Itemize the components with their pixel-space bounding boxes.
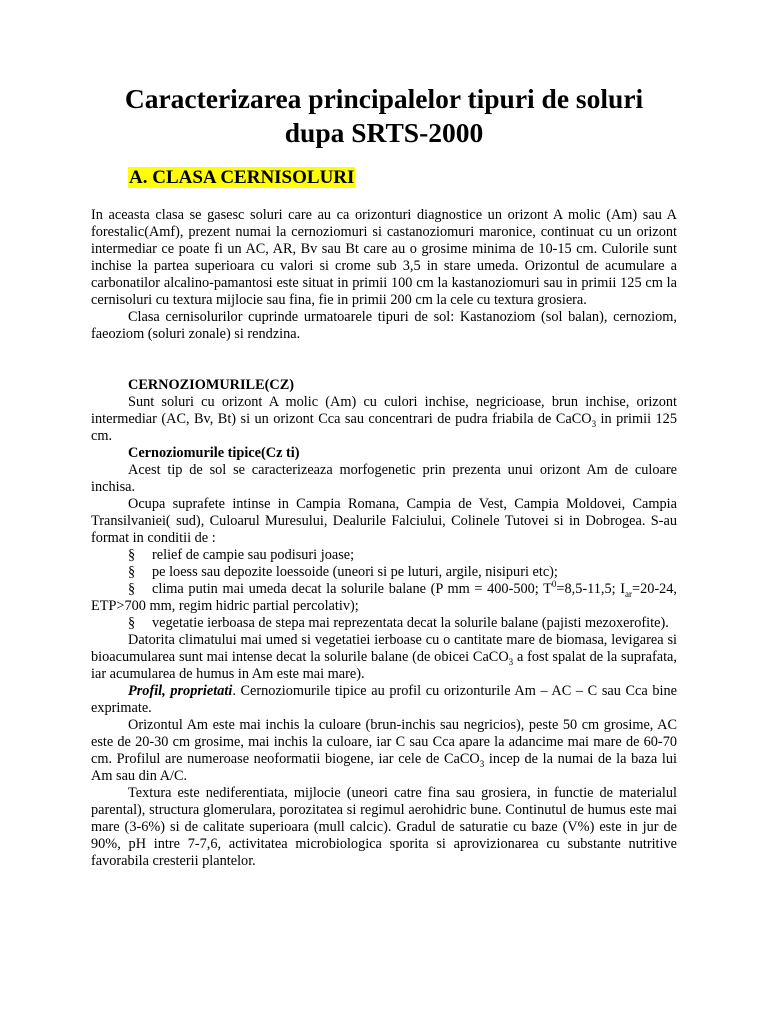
document-title: Caracterizarea principalelor tipuri de soluri dupa SRTS-2000 xyxy=(124,83,644,148)
list-item: § relief de campie sau podisuri joase; xyxy=(128,547,355,563)
section-sign-icon: § xyxy=(128,581,136,597)
paragraph-climate: Datorita climatului mai umed si vegetatiei ierboase cu o cantitate mare de biomasa, levigarea si bioacumularea sunt mai intense decat la solurile balane (de obicei CaCO$_3$ a fost spalat de la suprafata, iar acumularea de humus in Am este mai mare). xyxy=(91,632,677,682)
highlighted-heading: A. CLASA CERNISOLURI xyxy=(129,167,355,188)
section-heading-a xyxy=(128,166,677,189)
paragraph-distribution: Ocupa suprafete intinse in Campia Romana, Campia de Vest, Campia Moldovei, Campia Transilvaniei( sud), Culoarul Muresului, Dealurile Falciului, Colinele Tutovei si in Dobrogea. S-au format in conditii de : xyxy=(91,496,677,546)
paragraph-types: Clasa cernisolurilor cuprinde urmatoarele tipuri de sol: Kastanoziom (sol balan), cernoziom, faeoziom (soluri zonale) si rendzina. xyxy=(91,309,677,342)
section-sign-icon: § xyxy=(128,547,136,563)
section-sign-icon: § xyxy=(128,615,136,631)
document-page xyxy=(91,82,677,870)
subheading-cernoziomuri: CERNOZIOMURILE(CZ) xyxy=(128,377,295,393)
subheading-cz-tipice: Cernoziomurile tipice(Cz ti) xyxy=(128,445,300,461)
document-body xyxy=(91,207,677,870)
paragraph-intro: In aceasta clasa se gasesc soluri care au ca orizonturi diagnostice un orizont A molic (Am) sau A forestalic(Amf), prezent numai la cernoziomuri si castanoziomuri maronice, continuat cu un orizont intermediar ce poate fi un AC, AR, Bv sau Bt care au o grosime minima de 10-15 cm. Culorile sunt inchise la partea superioara cu valori si crome sub 3,5 in stare umeda. Orizontul de acumulare a carbonatilor alcalino-pamantosi este situat in primii 100 cm la kastanoziomuri sau in primii 125 cm la cernisoluri cu textura mijlocie sau fina, fie in primii 200 cm la cele cu textura grosiera. xyxy=(91,207,677,308)
section-sign-icon: § xyxy=(128,564,136,580)
list-item: § clima putin mai umeda decat la solurile balane (P mm = 400-500; $T^0=8,5-11,5$; $I_{ar}=20-24$, ETP>700 mm, regim hidric partial percolativ); xyxy=(91,579,677,614)
paragraph-profile: Profil, proprietati. Cernoziomurile tipice au profil cu orizonturile Am – AC – C sau Cca bine exprimate. xyxy=(91,683,677,716)
paragraph-horizons: Orizontul Am este mai inchis la culoare (brun-inchis sau negricios), peste 50 cm grosime, AC este de 20-30 cm grosime, mai inchis la culoare, iar C sau Cca apare la adancime mai mare de 60-70 cm. Profilul are numeroase neoformatii biogene, iar cele de CaCO$_3$ incep de la numai de la baza lui Am sau din A/C. xyxy=(91,717,677,784)
paragraph-texture: Textura este nediferentiata, mijlocie (uneori catre fina sau grosiera, in functie de materialul parental), structura glomerulara, porozitatea si regimul aerohidric bune. Continutul de humus este mai mare (3-6%) si de calitate superioara (mull calcic). Gradul de saturatie cu baze (V%) este in jur de 90%, pH intre 7-7,6, activitatea microbiologica sporita si aprovizionarea cu substante nutritive favorabila cresterii plantelor. xyxy=(91,785,677,869)
paragraph-cz-definition: Sunt soluri cu orizont A molic (Am) cu culori inchise, negricioase, brun inchise, orizont intermediar (AC, Bv, Bt) si un orizont Cca sau concentrari de pudra friabila de CaCO$_3$ in primii 125 cm. xyxy=(91,394,677,444)
paragraph-cz-tipice: Acest tip de sol se caracterizeaza morfogenetic prin prezenta unui orizont Am de culoare inchisa. xyxy=(91,462,677,495)
list-item: § pe loess sau depozite loessoide (uneori si pe luturi, argile, nisipuri etc); xyxy=(128,564,558,580)
list-item: § vegetatie ierboasa de stepa mai reprezentata decat la solurile balane (pajisti mezoxerofite). xyxy=(128,615,669,631)
